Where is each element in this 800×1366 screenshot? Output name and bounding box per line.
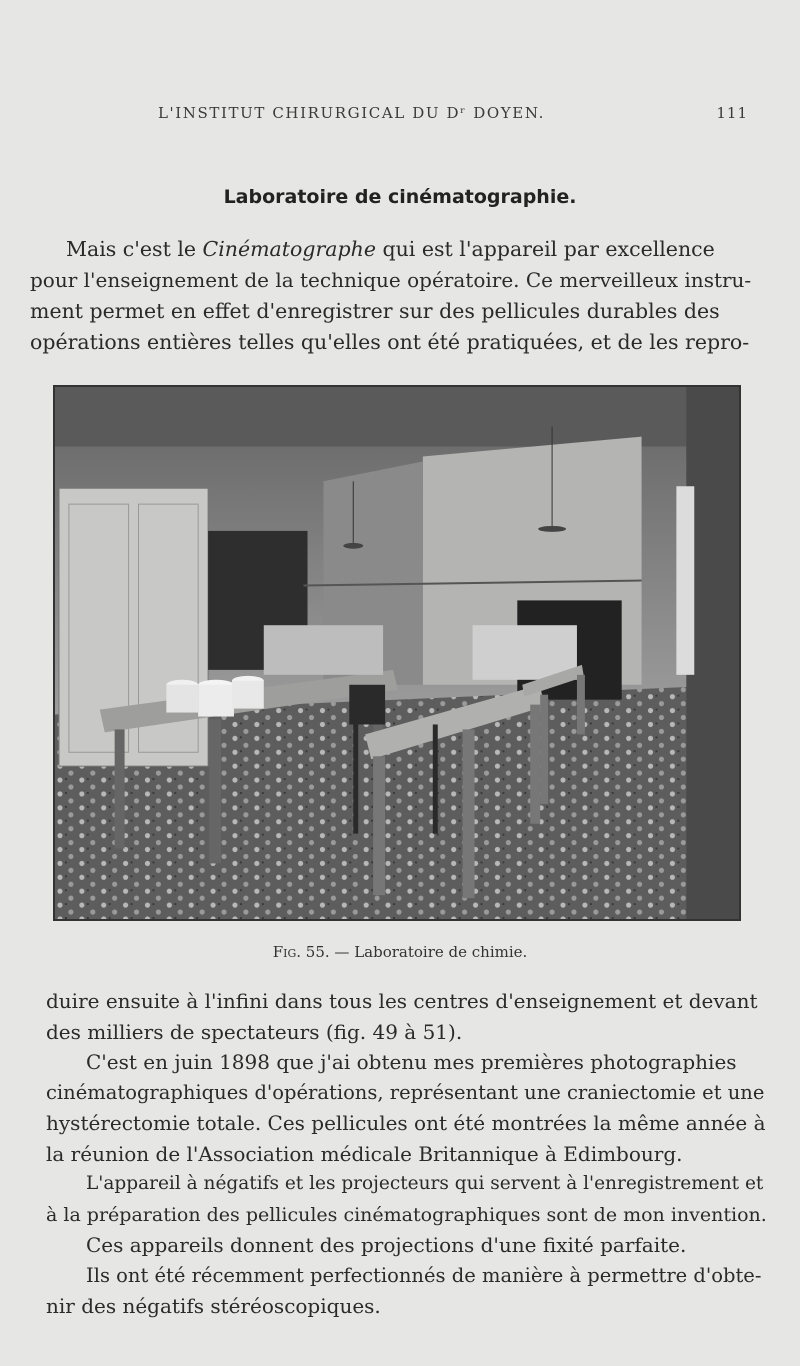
text-line: Ils ont été récemment perfectionnés de manière à permettre d'obte- <box>86 1263 762 1287</box>
text-line: Mais c'est le Cinématographe qui est l'appareil par excellence <box>66 237 715 261</box>
running-title: L'INSTITUT CHIRURGICAL DU Dʳ DOYEN. <box>158 104 545 122</box>
text-line: hystérectomie totale. Ces pellicules ont été montrées la même année à <box>46 1111 766 1135</box>
text-line: Ces appareils donnent des projections d'une fixité parfaite. <box>86 1233 687 1257</box>
text-line: opérations entières telles qu'elles ont été pratiquées, et de les repro- <box>30 330 750 354</box>
section-title: Laboratoire de cinématographie. <box>223 186 577 208</box>
text-line: C'est en juin 1898 que j'ai obtenu mes premières photographies <box>86 1050 737 1074</box>
figure-label: Fig. 55. <box>272 943 330 961</box>
laboratory-photograph <box>53 385 741 921</box>
text-line: des milliers de spectateurs (fig. 49 à 51). <box>46 1019 463 1044</box>
text-line: la réunion de l'Association médicale Britannique à Edimbourg. <box>46 1141 683 1166</box>
text-line: ment permet en effet d'enregistrer sur des pellicules durables des <box>30 299 720 323</box>
paragraph-bottom <box>46 986 768 1322</box>
photo-illustration <box>55 387 739 919</box>
text-line: duire ensuite à l'infini dans tous les centres d'enseignement et devant <box>46 989 758 1013</box>
page-number: 111 <box>716 104 748 122</box>
text-line: pour l'enseignement de la technique opératoire. Ce merveilleux instru- <box>30 268 752 292</box>
text-line: nir des négatifs stéréoscopiques. <box>46 1294 381 1318</box>
paragraph-top <box>30 234 752 358</box>
caption-text: Laboratoire de chimie. <box>354 943 528 961</box>
emphasis-cinematographe: Cinématographe <box>202 237 376 261</box>
text-line: L'appareil à négatifs et les projecteurs qui servent à l'enregistrement et <box>86 1173 764 1194</box>
text-line: cinématographiques d'opérations, représentant une craniectomie et une <box>46 1080 765 1104</box>
figure-caption: Fig. 55. — Laboratoire de chimie. <box>272 943 528 961</box>
text-line: à la préparation des pellicules cinématographiques sont de mon invention. <box>46 1203 767 1226</box>
running-header <box>158 104 748 122</box>
